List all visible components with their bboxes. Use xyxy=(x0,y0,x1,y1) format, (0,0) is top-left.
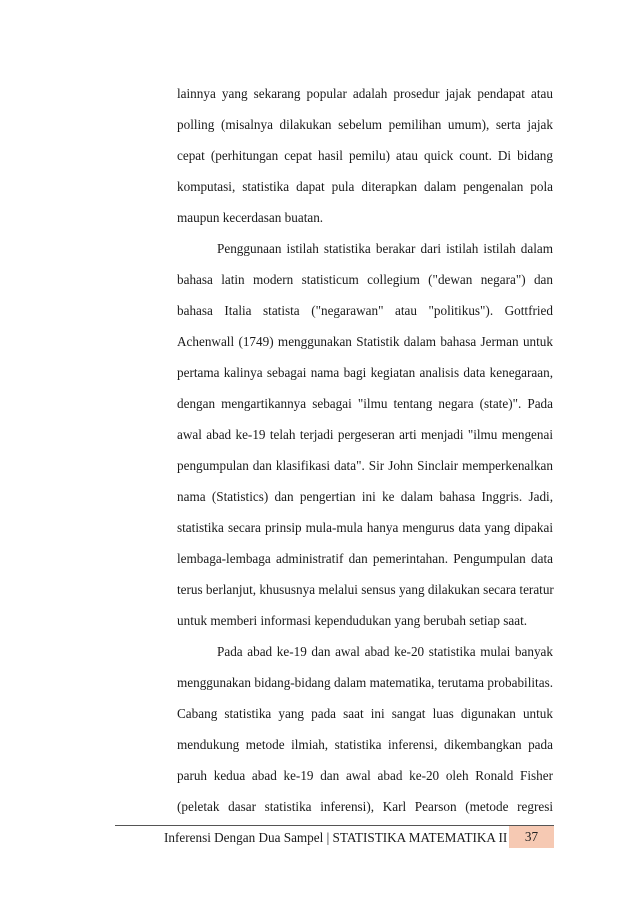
body-line: bahasa Italia statista ("negarawan" atau "politikus"). Gottfried xyxy=(177,303,553,318)
footer-running-title: Inferensi Dengan Dua Sampel | STATISTIKA MATEMATIKA II xyxy=(164,830,508,845)
body-line: polling (misalnya dilakukan sebelum pemilihan umum), serta jajak xyxy=(177,117,553,132)
body-line: Pada abad ke-19 dan awal abad ke-20 statistika mulai banyak xyxy=(217,644,553,659)
footer-divider xyxy=(115,825,554,826)
body-line: paruh kedua abad ke-19 dan awal abad ke-20 oleh Ronald Fisher xyxy=(177,768,553,783)
body-line: lainnya yang sekarang popular adalah prosedur jajak pendapat atau xyxy=(177,86,553,101)
body-line: bahasa latin modern statisticum collegium ("dewan negara") dan xyxy=(177,272,553,287)
body-line: dengan mengartikannya sebagai "ilmu tentang negara (state)". Pada xyxy=(177,396,553,411)
page-number-badge: 37 xyxy=(509,826,554,848)
body-line: (peletak dasar statistika inferensi), Karl Pearson (metode regresi xyxy=(177,799,553,814)
body-line: Achenwall (1749) menggunakan Statistik dalam bahasa Jerman untuk xyxy=(177,334,553,349)
body-line: pengumpulan dan klasifikasi data". Sir John Sinclair memperkenalkan xyxy=(177,458,553,473)
body-line: Cabang statistika yang pada saat ini sangat luas digunakan untuk xyxy=(177,706,553,721)
body-line: maupun kecerdasan buatan. xyxy=(177,210,324,225)
body-line: menggunakan bidang-bidang dalam matematika, terutama probabilitas. xyxy=(177,675,553,690)
body-line: statistika secara prinsip mula-mula hanya mengurus data yang dipakai xyxy=(177,520,553,535)
body-line: untuk memberi informasi kependudukan yang berubah setiap saat. xyxy=(177,613,528,628)
body-line: pertama kalinya sebagai nama bagi kegiatan analisis data kenegaraan, xyxy=(177,365,553,380)
body-line: lembaga-lembaga administratif dan pemerintahan. Pengumpulan data xyxy=(177,551,553,566)
body-line: komputasi, statistika dapat pula diterapkan dalam pengenalan pola xyxy=(177,179,553,194)
body-line: Penggunaan istilah statistika berakar dari istilah istilah dalam xyxy=(217,241,553,256)
body-line: mendukung metode ilmiah, statistika inferensi, dikembangkan pada xyxy=(177,737,553,752)
body-line: awal abad ke-19 telah terjadi pergeseran arti menjadi "ilmu mengenai xyxy=(177,427,553,442)
body-line: terus berlanjut, khususnya melalui sensus yang dilakukan secara teratur xyxy=(177,582,554,597)
body-line: cepat (perhitungan cepat hasil pemilu) atau quick count. Di bidang xyxy=(177,148,553,163)
body-line: nama (Statistics) dan pengertian ini ke dalam bahasa Inggris. Jadi, xyxy=(177,489,553,504)
